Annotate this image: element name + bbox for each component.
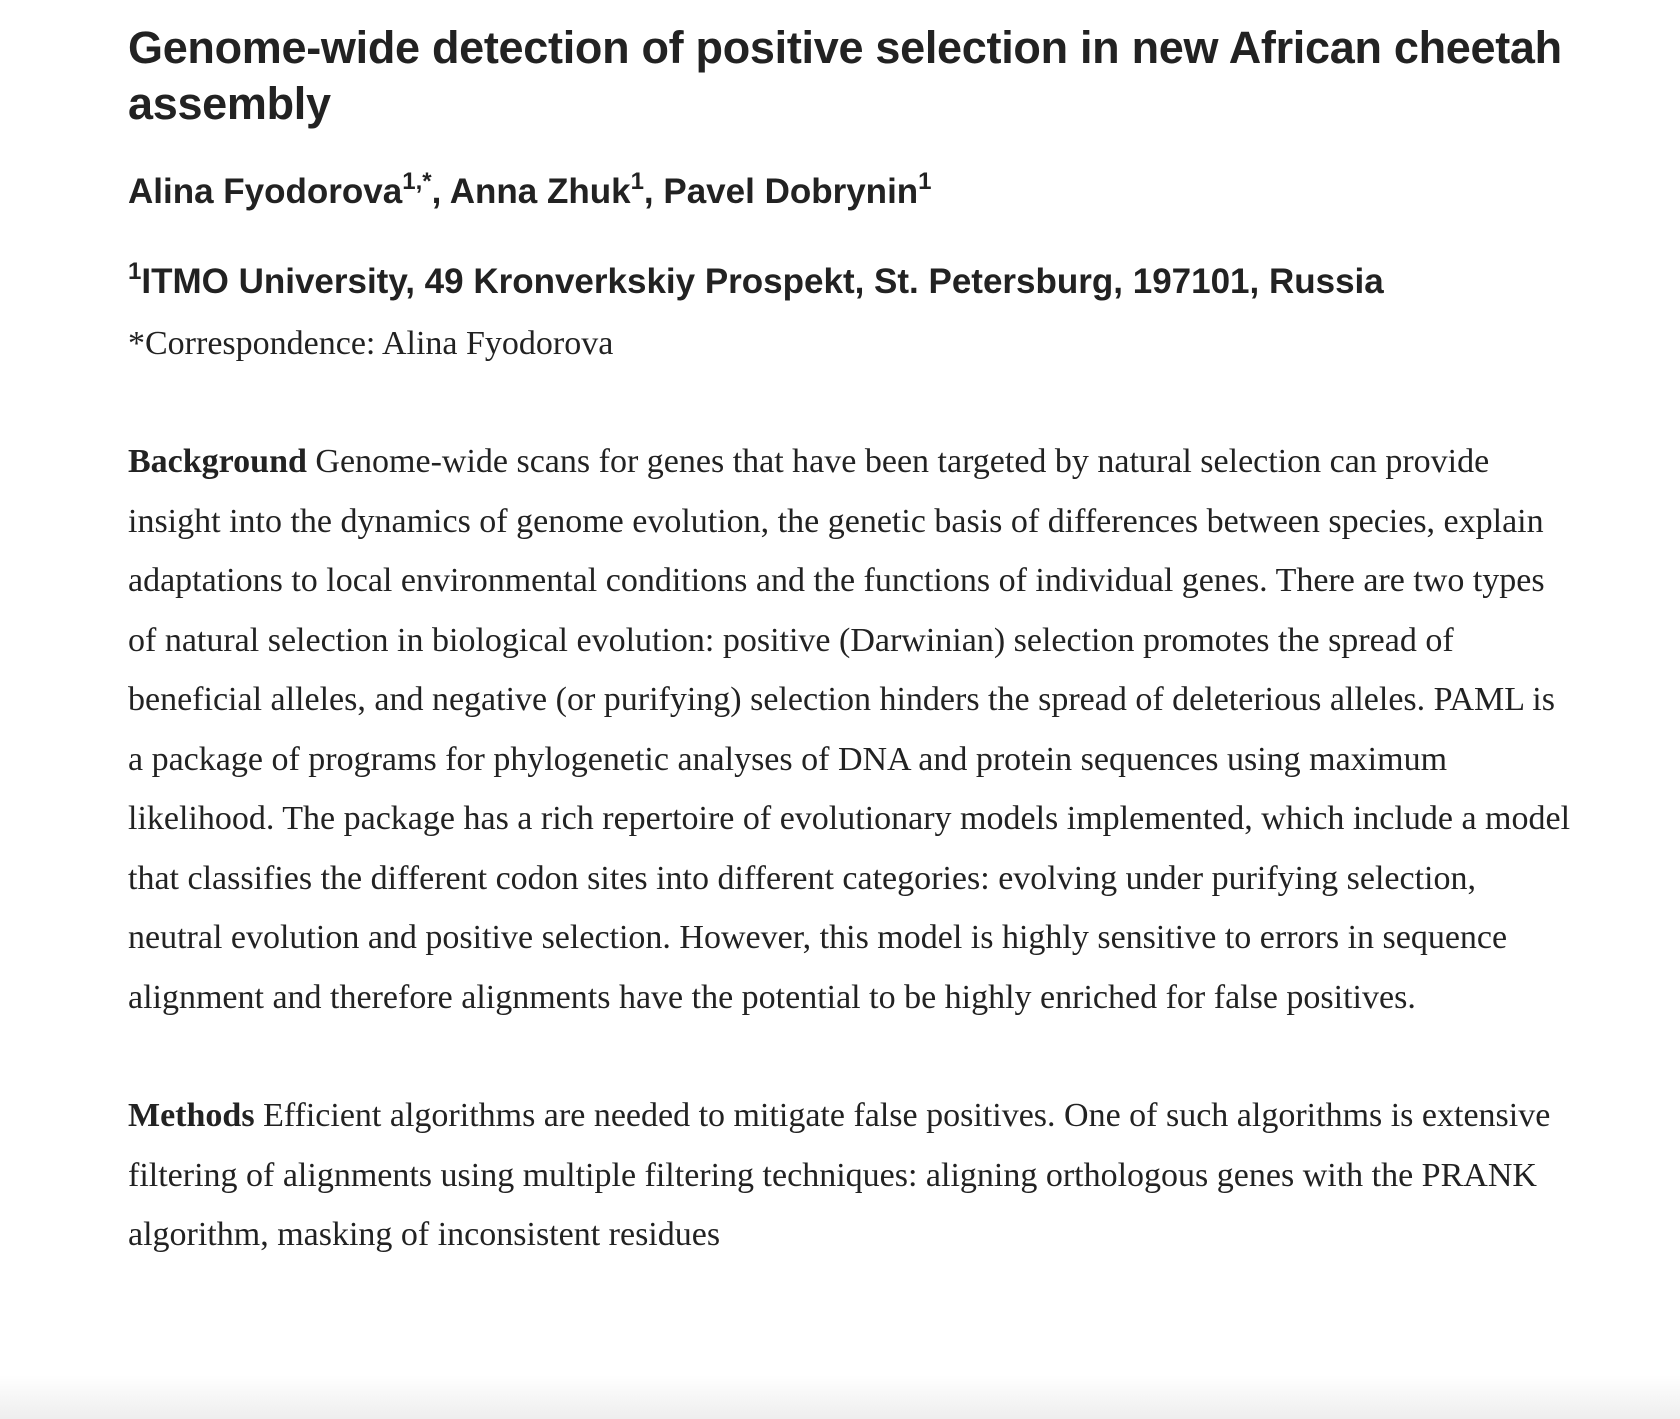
methods-text: Efficient algorithms are needed to mitigate false positives. One of such algorithms is extensive filtering of alignments using multiple filtering techniques: aligning orthologous genes with the PRANK algorithm, masking of inconsistent residues xyxy=(128,1097,1551,1253)
author-separator: , xyxy=(431,172,450,211)
author-list xyxy=(128,170,1578,214)
abstract-background xyxy=(128,432,1578,1027)
correspondence-note: *Correspondence: Alina Fyodorova xyxy=(128,325,614,362)
section-label-methods: Methods xyxy=(128,1097,255,1134)
author-affiliation-mark: 1 xyxy=(630,168,644,195)
affiliation-mark: 1 xyxy=(128,258,142,285)
paper-title: Genome-wide detection of positive selection in new African cheetah assembly xyxy=(128,22,1562,129)
bottom-edge-fade xyxy=(0,1375,1680,1419)
abstract-methods xyxy=(128,1086,1578,1265)
affiliation xyxy=(128,260,1578,304)
author-name: Anna Zhuk xyxy=(449,172,631,211)
section-label-background: Background xyxy=(128,443,307,480)
author-affiliation-mark: 1,* xyxy=(402,168,432,195)
author-separator: , xyxy=(643,172,664,211)
paper-page xyxy=(128,20,1578,1265)
author-name: Alina Fyodorova xyxy=(128,172,403,211)
author-name: Pavel Dobrynin xyxy=(663,172,919,211)
affiliation-text: ITMO University, 49 Kronverkskiy Prospekt, St. Petersburg, 197101, Russia xyxy=(141,262,1384,301)
author-affiliation-mark: 1 xyxy=(918,168,932,195)
background-text: Genome-wide scans for genes that have been targeted by natural selection can provide insight into the dynamics of genome evolution, the genetic basis of differences between species, explain adaptations to local environmental conditions and the functions of individual genes. There are two types of natural selection in biological evolution: positive (Darwinian) selection promotes the spread of beneficial alleles, and negative (or purifying) selection hinders the spread of deleterious alleles. PAML is a package of programs for phylogenetic analyses of DNA and protein sequences using maximum likelihood. The package has a rich repertoire of evolutionary models implemented, which include a model that classifies the different codon sites into different categories: evolving under purifying selection, neutral evolution and positive selection. However, this model is highly sensitive to errors in sequence alignment and therefore alignments have the potential to be highly enriched for false positives. xyxy=(128,443,1571,1016)
